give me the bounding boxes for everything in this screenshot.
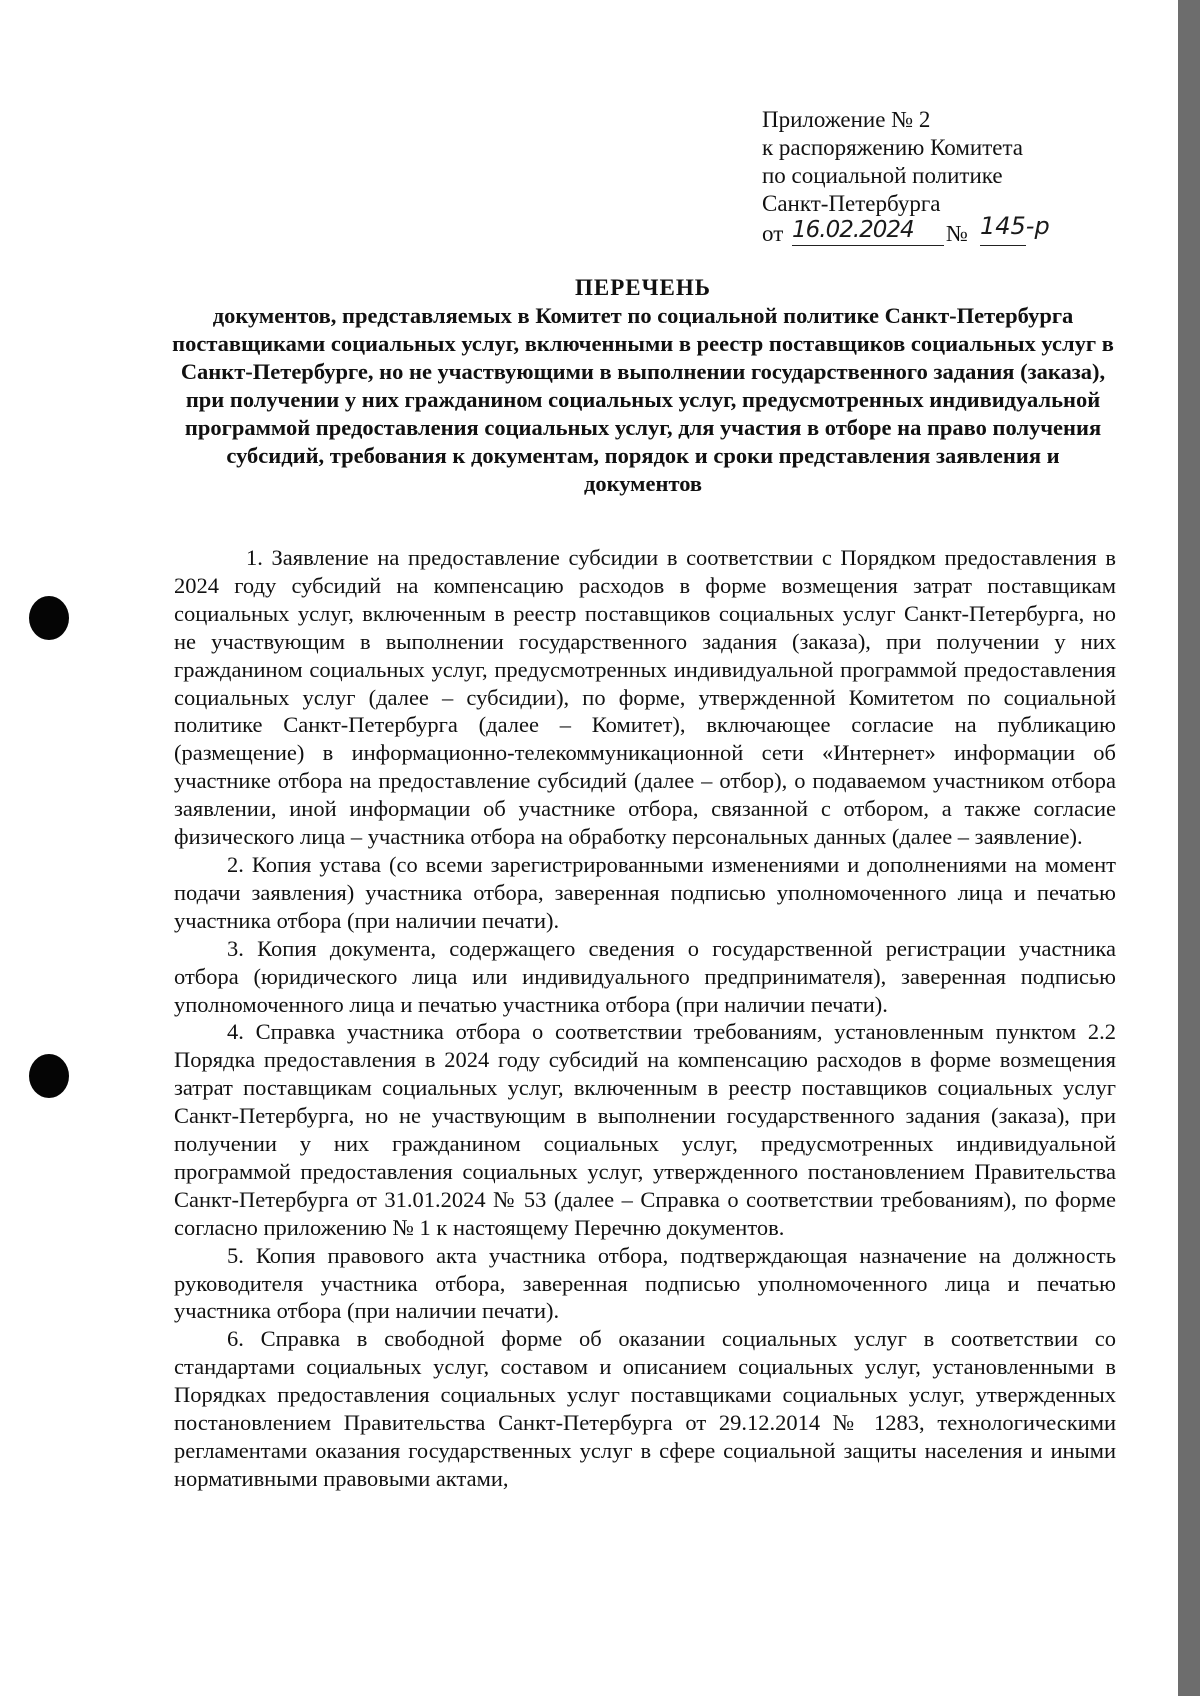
list-item: 1. Заявление на предоставление субсидии в соответствии с Порядком предоставления в 2024 году субсидий на компенсацию расходов в форме возмещения затрат поставщикам социальных услуг, включенным в реестр поставщиков социальных услуг Санкт-Петербурга, но не участвующим в выполнении государственного задания (заказа), при получении у них гражданином социальных услуг, предусмотренных индивидуальной программой предоставления социальных услуг (далее – субсидии), по форме, утвержденной Комитетом по социальной политике Санкт-Петербурга (далее – Комитет), включающее согласие на публикацию (размещение) в информационно-телекоммуникационной сети «Интернет» информации об участнике отбора на предоставление субсидий (далее – отбор), о подаваемом участником отбора заявлении, иной информации об участнике отбора, связанной с отбором, а также согласие физического лица – участника отбора на обработку персональных данных (далее – заявление).: [174, 545, 1116, 850]
list-item: 3. Копия документа, содержащего сведения о государственной регистрации участника отбора (юридического лица или индивидуального предпринимателя), заверенная подписью уполномоченного лица и печатью участника отбора (при наличии печати).: [174, 935, 1116, 1017]
handwritten-number: 145-р: [980, 212, 1050, 240]
number-underline: [980, 245, 1026, 246]
list-item: 5. Копия правового акта участника отбора, подтверждающая назначение на должность руководителя участника отбора, заверенная подписью уполномоченного лица и печатью участника отбора (при наличии печати).: [174, 1242, 1116, 1324]
list-item: 2. Копия устава (со всеми зарегистрированными изменениями и дополнениями на момент подачи заявления) участника отбора, заверенная подписью уполномоченного лица и печатью участника отбора (при наличии печати).: [174, 851, 1116, 933]
annex-line-2: к распоряжению Комитета: [762, 135, 1023, 160]
handwritten-date: 16.02.2024: [792, 217, 914, 243]
document-title: ПЕРЕЧЕНЬ: [575, 275, 711, 300]
annex-block: [762, 106, 1050, 250]
annex-line-4: Санкт-Петербурга: [762, 191, 941, 216]
punch-hole-bottom: [29, 1054, 69, 1098]
document-subtitle: документов, представляемых в Комитет по социальной политике Санкт-Петербурга поставщиками социальных услуг, включенными в реестр поставщиков социальных услуг в Санкт-Петербурге, но не участвующими в выполнении государственного задания (заказа), при получении у них гражданином социальных услуг, предусмотренных индивидуальной программой предоставления социальных услуг, для участия в отборе на право получения субсидий, требования к документам, порядок и сроки представления заявления и документов: [172, 303, 1114, 496]
annex-line-1: Приложение № 2: [762, 107, 931, 132]
number-prefix: №: [946, 221, 968, 246]
list-item: 6. Справка в свободной форме об оказании социальных услуг в соответствии со стандартами социальных услуг, составом и описанием социальных услуг, установленными в Порядках предоставления социальных услуг поставщиками социальных услуг, утвержденных постановлением Правительства Санкт-Петербурга от 29.12.2014 № 1283, технологическими регламентами оказания государственных услуг в сфере социальной защиты населения и иными нормативными правовыми актами,: [174, 1326, 1116, 1491]
date-prefix: от: [762, 221, 784, 246]
annex-date-number-line: [762, 212, 1050, 250]
date-underline: [792, 245, 944, 246]
document-body: [174, 544, 1116, 1493]
scan-edge-shadow: [1178, 0, 1200, 1696]
punch-hole-top: [29, 596, 69, 640]
annex-line-3: по социальной политике: [762, 163, 1003, 188]
list-item: 4. Справка участника отбора о соответствии требованиям, установленным пунктом 2.2 Порядка предоставления в 2024 году субсидий на компенсацию расходов в форме возмещения затрат поставщикам социальных услуг, включенным в реестр поставщиков социальных услуг Санкт-Петербурга, но не участвующим в выполнении государственного задания (заказа), при получении у них гражданином социальных услуг, предусмотренных индивидуальной программой предоставления социальных услуг, утвержденного постановлением Правительства Санкт-Петербурга от 31.01.2024 № 53 (далее – Справка о соответствии требованиям), по форме согласно приложению № 1 к настоящему Перечню документов.: [174, 1019, 1116, 1240]
